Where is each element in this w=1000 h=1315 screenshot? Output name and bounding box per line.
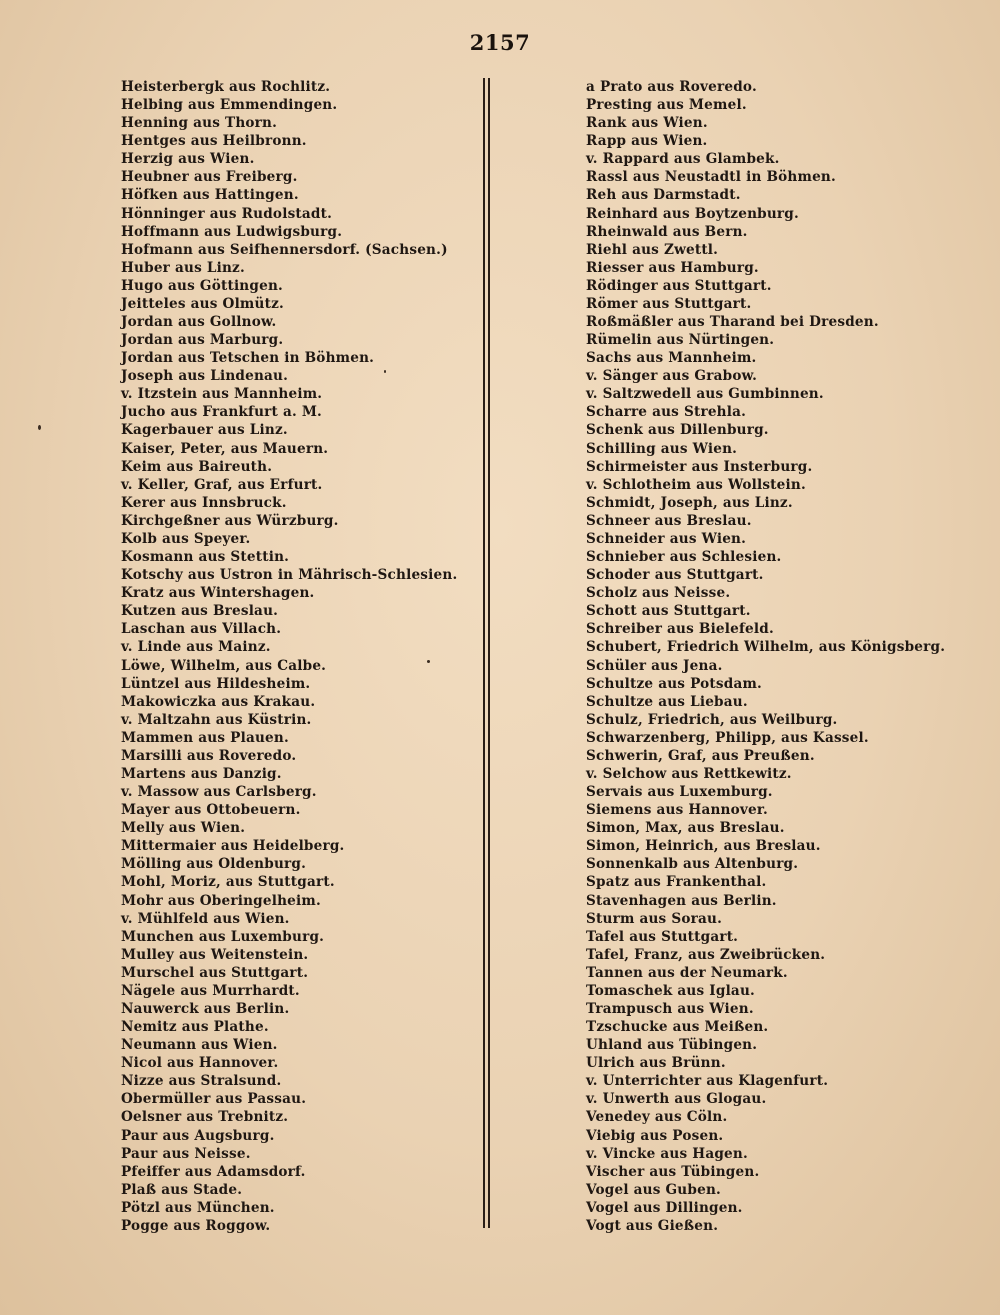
list-item: Kutzen aus Breslau. <box>121 603 279 620</box>
list-item: Jordan aus Tetschen in Böhmen. <box>121 350 375 367</box>
list-item: Kosmann aus Stettin. <box>121 549 290 566</box>
list-item: Tzschucke aus Meißen. <box>586 1019 769 1036</box>
list-item: Joseph aus Lindenau. <box>121 368 289 385</box>
left-column <box>121 78 476 1235</box>
list-item: Riehl aus Zwettl. <box>586 241 719 258</box>
list-item: Kotschy aus Ustron in Mährisch-Schlesien. <box>121 567 458 584</box>
list-item: Simon, Max, aus Breslau. <box>586 820 785 837</box>
list-item: Vogel aus Guben. <box>586 1181 721 1198</box>
list-item: Heisterbergk aus Rochlitz. <box>121 79 331 95</box>
list-item: v. Sänger aus Grabow. <box>586 368 758 385</box>
list-item: Rapp aus Wien. <box>586 133 708 150</box>
list-item: Scharre aus Strehla. <box>586 404 747 421</box>
list-item: Ulrich aus Brünn. <box>586 1055 726 1072</box>
ink-speck <box>38 425 41 430</box>
list-item: Schwerin, Graf, aus Preußen. <box>586 747 815 764</box>
list-item: Rheinwald aus Bern. <box>586 223 748 240</box>
list-item: Presting aus Memel. <box>586 97 747 114</box>
list-item: Schüler aus Jena. <box>586 657 723 674</box>
list-item: Schultze aus Potsdam. <box>586 675 762 692</box>
list-item: Makowiczka aus Krakau. <box>121 693 316 710</box>
list-item: Hofmann aus Seifhennersdorf. (Sachsen.) <box>121 241 448 258</box>
list-item: Nemitz aus Plathe. <box>121 1019 269 1036</box>
list-item: Viebig aus Posen. <box>586 1127 724 1144</box>
list-item: v. Selchow aus Rettkewitz. <box>586 765 792 782</box>
list-item: Schneider aus Wien. <box>586 530 747 547</box>
list-item: Jordan aus Marburg. <box>121 332 284 349</box>
list-item: Rödinger aus Stuttgart. <box>586 277 772 294</box>
list-item: Rank aus Wien. <box>586 115 708 132</box>
list-item: Melly aus Wien. <box>121 820 246 837</box>
list-item: Servais aus Luxemburg. <box>586 784 773 801</box>
list-item: Schirmeister aus Insterburg. <box>586 458 813 475</box>
list-item: Paur aus Neisse. <box>121 1145 251 1162</box>
list-item: Jordan aus Gollnow. <box>121 314 277 331</box>
list-item: Hentges aus Heilbronn. <box>121 133 307 150</box>
list-item: Mayer aus Ottobeuern. <box>121 802 301 819</box>
list-item: v. Linde aus Mainz. <box>121 639 271 656</box>
list-item: Pogge aus Roggow. <box>121 1217 271 1234</box>
right-column <box>586 78 986 1235</box>
list-item: Kaiser, Peter, aus Mauern. <box>121 440 329 457</box>
list-item: a Prato aus Roveredo. <box>586 79 757 95</box>
list-item: Pötzl aus München. <box>121 1199 275 1216</box>
ink-speck <box>427 660 430 663</box>
list-item: Obermüller aus Passau. <box>121 1091 307 1108</box>
list-item: Sturm aus Sorau. <box>586 910 723 927</box>
list-item: Murschel aus Stuttgart. <box>121 964 309 981</box>
list-item: v. Saltzwedell aus Gumbinnen. <box>586 386 824 403</box>
list-item: Pfeiffer aus Adamsdorf. <box>121 1163 306 1180</box>
list-item: v. Massow aus Carlsberg. <box>121 784 317 801</box>
list-item: Schultze aus Liebau. <box>586 693 748 710</box>
list-item: Vogel aus Dillingen. <box>586 1199 743 1216</box>
list-item: Uhland aus Tübingen. <box>586 1037 758 1054</box>
list-item: Paur aus Augsburg. <box>121 1127 275 1144</box>
list-item: Laschan aus Villach. <box>121 621 282 638</box>
list-item: Roßmäßler aus Tharand bei Dresden. <box>586 314 879 331</box>
page-number: 2157 <box>469 30 531 55</box>
list-item: Reinhard aus Boytzenburg. <box>586 205 799 222</box>
list-item: Mittermaier aus Heidelberg. <box>121 838 345 855</box>
ink-speck <box>384 370 386 373</box>
list-item: Helbing aus Emmendingen. <box>121 97 338 114</box>
list-item: Keim aus Baireuth. <box>121 458 273 475</box>
list-item: v. Schlotheim aus Wollstein. <box>586 476 806 493</box>
list-item: Tafel, Franz, aus Zweibrücken. <box>586 946 826 963</box>
column-divider-line <box>488 78 490 1228</box>
list-item: v. Unterrichter aus Klagenfurt. <box>586 1073 829 1090</box>
list-item: Kratz aus Wintershagen. <box>121 585 315 602</box>
list-item: Schubert, Friedrich Wilhelm, aus Königsberg. <box>586 639 946 656</box>
list-item: Schreiber aus Bielefeld. <box>586 621 774 638</box>
list-item: Trampusch aus Wien. <box>586 1000 754 1017</box>
list-item: Hugo aus Göttingen. <box>121 277 283 294</box>
list-item: Jeitteles aus Olmütz. <box>121 295 284 312</box>
list-item: Tannen aus der Neumark. <box>586 964 788 981</box>
list-item: Hoffmann aus Ludwigsburg. <box>121 223 343 240</box>
list-item: Höfken aus Hattingen. <box>121 187 299 204</box>
list-item: Kerer aus Innsbruck. <box>121 494 287 511</box>
list-item: v. Unwerth aus Glogau. <box>586 1091 767 1108</box>
list-item: Schmidt, Joseph, aus Linz. <box>586 494 793 511</box>
list-item: Reh aus Darmstadt. <box>586 187 741 204</box>
list-item: Vogt aus Gießen. <box>586 1217 719 1234</box>
list-item: v. Mühlfeld aus Wien. <box>121 910 290 927</box>
list-item: Herzig aus Wien. <box>121 151 255 168</box>
list-item: Tomaschek aus Iglau. <box>586 982 755 999</box>
list-item: Sonnenkalb aus Altenburg. <box>586 856 799 873</box>
list-item: Schenk aus Dillenburg. <box>586 422 769 439</box>
list-item: Römer aus Stuttgart. <box>586 295 752 312</box>
list-item: v. Keller, Graf, aus Erfurt. <box>121 476 323 493</box>
list-item: Mohr aus Oberingelheim. <box>121 892 321 909</box>
list-item: Henning aus Thorn. <box>121 115 278 132</box>
list-item: Schott aus Stuttgart. <box>586 603 751 620</box>
list-item: Riesser aus Hamburg. <box>586 259 759 276</box>
list-item: Mulley aus Weitenstein. <box>121 946 309 963</box>
list-item: Schoder aus Stuttgart. <box>586 567 764 584</box>
list-item: Kagerbauer aus Linz. <box>121 422 288 439</box>
list-item: Scholz aus Neisse. <box>586 585 731 602</box>
list-item: Tafel aus Stuttgart. <box>586 928 739 945</box>
list-item: v. Rappard aus Glambek. <box>586 151 780 168</box>
list-item: Oelsner aus Trebnitz. <box>121 1109 289 1126</box>
list-item: Vischer aus Tübingen. <box>586 1163 760 1180</box>
list-item: Plaß aus Stade. <box>121 1181 243 1198</box>
list-item: Schnieber aus Schlesien. <box>586 549 782 566</box>
list-item: Hönninger aus Rudolstadt. <box>121 205 333 222</box>
list-item: v. Vincke aus Hagen. <box>586 1145 748 1162</box>
list-item: Mölling aus Oldenburg. <box>121 856 307 873</box>
column-divider-line <box>483 78 485 1228</box>
list-item: Stavenhagen aus Berlin. <box>586 892 777 909</box>
list-item: Löwe, Wilhelm, aus Calbe. <box>121 657 327 674</box>
list-item: Lüntzel aus Hildesheim. <box>121 675 311 692</box>
list-item: Schneer aus Breslau. <box>586 512 752 529</box>
list-item: Kirchgeßner aus Würzburg. <box>121 512 339 529</box>
list-item: v. Itzstein aus Mannheim. <box>121 386 323 403</box>
list-item: Spatz aus Frankenthal. <box>586 874 767 891</box>
list-item: Nizze aus Stralsund. <box>121 1073 282 1090</box>
list-item: Kolb aus Speyer. <box>121 530 251 547</box>
list-item: Simon, Heinrich, aus Breslau. <box>586 838 821 855</box>
list-item: Jucho aus Frankfurt a. M. <box>121 404 322 421</box>
list-item: Martens aus Danzig. <box>121 765 282 782</box>
list-item: Sachs aus Mannheim. <box>586 350 757 367</box>
list-item: Huber aus Linz. <box>121 259 245 276</box>
list-item: Mammen aus Plauen. <box>121 729 289 746</box>
list-item: Schulz, Friedrich, aus Weilburg. <box>586 711 838 728</box>
list-item: Schilling aus Wien. <box>586 440 738 457</box>
list-item: Venedey aus Cöln. <box>586 1109 728 1126</box>
list-item: Rümelin aus Nürtingen. <box>586 332 775 349</box>
list-item: Munchen aus Luxemburg. <box>121 928 325 945</box>
list-item: Neumann aus Wien. <box>121 1037 278 1054</box>
list-item: Siemens aus Hannover. <box>586 802 768 819</box>
list-item: Rassl aus Neustadtl in Böhmen. <box>586 169 836 186</box>
list-item: Schwarzenberg, Philipp, aus Kassel. <box>586 729 869 746</box>
list-item: Nägele aus Murrhardt. <box>121 982 300 999</box>
list-item: Marsilli aus Roveredo. <box>121 747 297 764</box>
list-item: Heubner aus Freiberg. <box>121 169 298 186</box>
list-item: v. Maltzahn aus Küstrin. <box>121 711 312 728</box>
list-item: Nicol aus Hannover. <box>121 1055 279 1072</box>
list-item: Mohl, Moriz, aus Stuttgart. <box>121 874 335 891</box>
list-item: Nauwerck aus Berlin. <box>121 1000 290 1017</box>
